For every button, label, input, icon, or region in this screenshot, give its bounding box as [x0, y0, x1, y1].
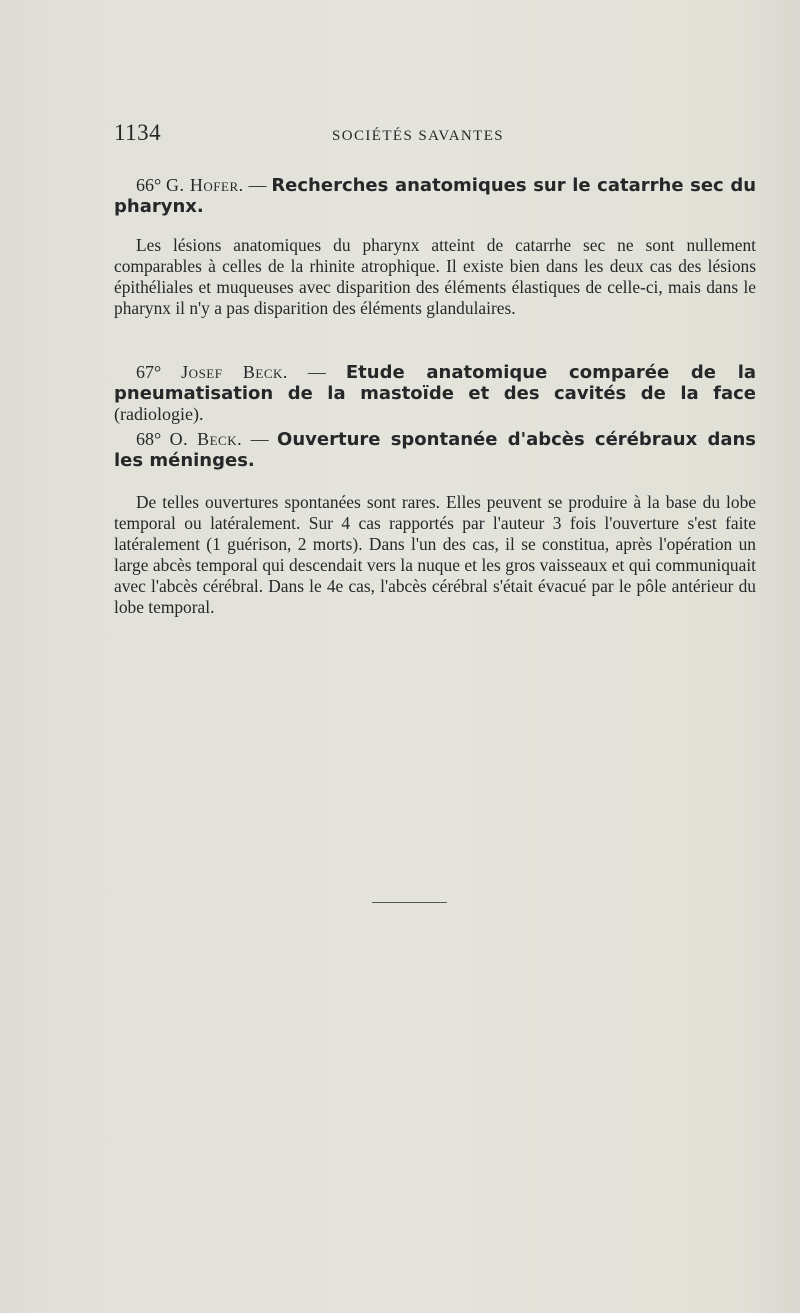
entry-title: Recherches anatomiques sur le catarrhe sec du pharynx. [114, 175, 757, 217]
entry-title: Etude anatomique comparée de la pneumatisation de la mastoïde et des cavités de la face [114, 362, 757, 404]
entry-body: Les lésions anatomiques du pharynx atteint de catarrhe sec ne sont nullement comparables à celles de la rhinite atrophique. Il existe bien dans les deux cas des lésions épithéliales et muqueuses avec disparition des éléments élastiques de celle-ci, mais dans le pharynx il n'y a pas disparition des éléments glandulaires. [114, 235, 756, 318]
entry-dash: — [242, 429, 278, 449]
entry-number: 66° [136, 175, 167, 195]
entry-author: G. Hofer. [166, 175, 244, 195]
entry-number: 67° [136, 362, 182, 382]
entry-heading [114, 362, 756, 425]
page-number: 1134 [114, 120, 162, 145]
entry-body: De telles ouvertures spontanées sont rares. Elles peuvent se produire à la base du lobe temporal ou latéralement. Sur 4 cas rapportés par l'auteur 3 fois l'ouverture s'est faite latéralement (1 guérison, 2 morts). Dans l'un des cas, il se constitua, après l'opération un large abcès temporal qui descendait vers la nuque et les gros vaisseaux et qui communiquait avec l'abcès cérébral. Dans le 4e cas, l'abcès cérébral s'était évacué par le pôle antérieur du lobe temporal. [114, 492, 756, 617]
entry-author: O. Beck. [169, 429, 243, 449]
abstract-entry-68 [114, 429, 756, 618]
entry-title-suffix: (radiologie). [114, 404, 204, 424]
entry-heading [114, 175, 756, 217]
abstract-entry-67 [114, 362, 756, 425]
entry-dash: — [287, 362, 346, 382]
section-end-rule [372, 902, 447, 903]
entry-title: Ouverture spontanée d'abcès cérébraux dans les méninges. [114, 429, 757, 471]
entry-heading [114, 429, 756, 471]
entry-number: 68° [136, 429, 170, 449]
abstract-entry-66 [114, 175, 756, 319]
running-title: SOCIÉTÉS SAVANTES [332, 128, 505, 144]
entry-author: Josef Beck. [181, 362, 288, 382]
entry-dash: — [243, 175, 272, 195]
